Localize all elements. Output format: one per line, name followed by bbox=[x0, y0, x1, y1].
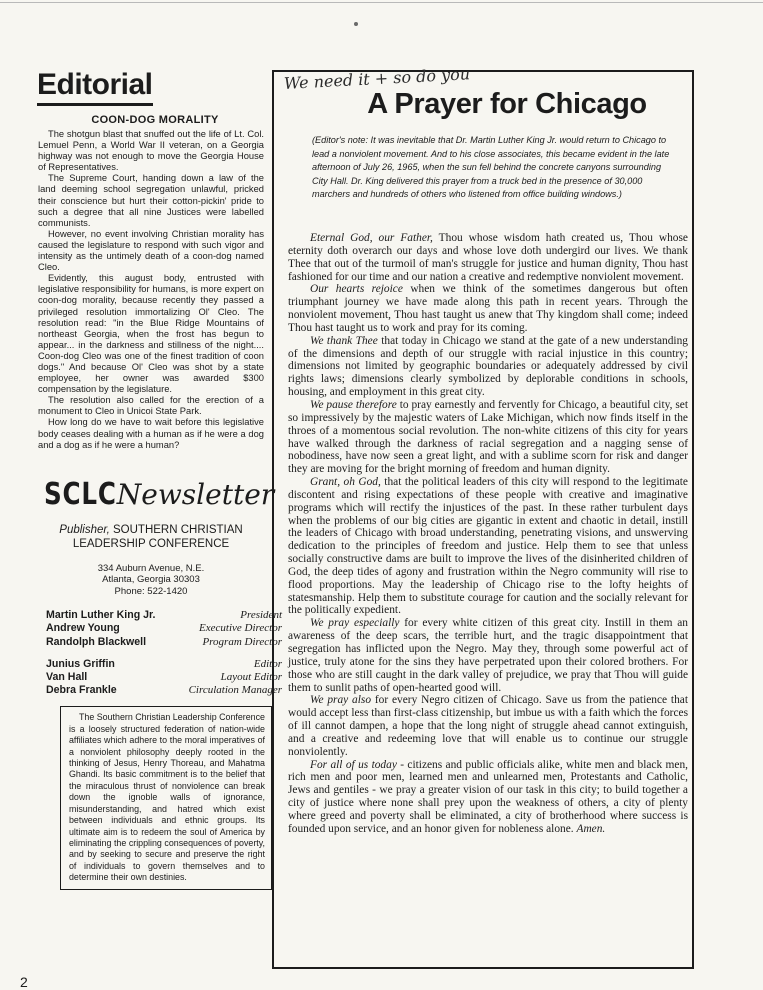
editorial-paragraph: The resolution also called for the erection of a monument to Cleo in Unicoi State Park. bbox=[38, 395, 264, 417]
staff-role: Editor bbox=[253, 657, 282, 670]
prayer-lead: For all of us today bbox=[310, 758, 397, 771]
prayer-lead: Eternal God, our Father, bbox=[310, 232, 433, 244]
prayer-text: for every white citizen of this great city. Instill in them an awareness of the deep scars, the terrible hurt, and the tragic disappointment that segregation has inflicted upon the Negro. May they, through some powerful act of justice, truly atone for the sins they have perpetrated upon their colored brothers. For those who are still caught in the dark valley of prejudice, we pray that Thou will guide them to sunlit paths of open-hearted good will. bbox=[288, 617, 688, 694]
staff-row bbox=[46, 671, 282, 684]
staff-group-editors bbox=[46, 658, 282, 698]
page-top-rule bbox=[0, 2, 763, 3]
prayer-paragraph bbox=[288, 759, 688, 836]
masthead-newsletter: Newsletter bbox=[116, 477, 275, 511]
prayer-text: to pray earnestly and fervently for Chicago, a beautiful city, set so impressively by the majestic waters of Lake Michigan, which now finds itself in the throes of a momentous social revolution. The non-white citizens of this city for years have walked through the darkness of racial segregation and a nagging sense of nobodiness, have now seen a great light, and with a sublime scorn for risk and danger they are moving for the bright morning of freedom and human dignity. bbox=[288, 398, 688, 476]
print-speck bbox=[354, 22, 358, 26]
editors-note: (Editor's note: It was inevitable that Dr. Martin Luther King Jr. would return to Chicago to lead a nonviolent movement. And to his close associates, this became evident in the late afternoon of July 26, 1965, when the sun fell behind the concrete canyons surrounding City Hall. Dr. King delivered this prayer from a truck bed in the presence of 30,000 marchers and hundreds of others who listened from office building windows.) bbox=[312, 135, 670, 199]
editorial-title: Editorial bbox=[37, 68, 153, 106]
staff-listing bbox=[46, 609, 282, 697]
staff-name: Junius Griffin bbox=[46, 657, 115, 670]
prayer-body bbox=[288, 232, 688, 836]
prayer-lead: Grant, oh God, bbox=[310, 476, 381, 489]
handwritten-note: We need it + so do you bbox=[283, 64, 471, 93]
prayer-paragraph bbox=[288, 232, 688, 283]
staff-role: Program Director bbox=[202, 635, 282, 648]
publisher-label: Publisher, bbox=[59, 523, 110, 536]
prayer-lead: We pray also bbox=[310, 694, 372, 707]
staff-role: Executive Director bbox=[199, 622, 282, 635]
page-number: 2 bbox=[20, 974, 28, 990]
editorial-paragraph: The Supreme Court, handing down a law of the land deeming school segregation unlawful, pricked their conscience but hurt their cotton-pickin' pride to such a degree that all nine Justices were labelled communists. bbox=[38, 173, 264, 228]
prayer-text: that the political leaders of this city will respond to the legitimate discontent and rising expectations of these people with creative and imaginative programs which will rectify the injustices of the past. In these rather turbulent days when the problems of our big cities are gigantic in extent and chaotic in detail, instill the leaders of Chicago with broad understanding, penetrating visions, and unswerving dedication to the principles of freedom and justice. Help them to see that unless socially constructive dams are built to improve the lives of the disinherited children of God, the deep tides of agony and frustration within the Negro community will rise to flood proportions. May the leadership of Chicago rise to the lofty heights of statesmanship. Help them to substitute courage for caution and the socially relevant for the politically expedient. bbox=[288, 476, 688, 617]
address-block bbox=[38, 563, 264, 598]
publisher-line bbox=[38, 523, 264, 551]
prayer-text: - citizens and public officials alike, white men and black men, rich men and poor men, learned men and unlearned men, Protestants and Catholic, Jews and gentiles - we pray a greater vision of our task in this city; to build together a city of justice where none shall prey upon the weakness of others, a city of plenty where greed and poverty shall be eliminated, a city of brotherhood where success is founded upon service, and an honor given for nobleness alone. bbox=[288, 758, 688, 835]
prayer-text: that today in Chicago we stand at the gate of a new understanding of the dimensions and depth of our struggle with racial injustice in this country; dimensions not limited by geographic boundaries or adequately addressed by civil rights laws; dimensions clearly symbolized by deplorable conditions in schools, housing, and employment in this great city. bbox=[288, 334, 688, 399]
prayer-lead: We pause therefore bbox=[310, 398, 397, 411]
staff-row bbox=[46, 609, 282, 622]
masthead-sclc: SCLC bbox=[44, 476, 117, 512]
prayer-paragraph bbox=[288, 399, 688, 476]
prayer-lead: Our hearts rejoice bbox=[310, 283, 403, 296]
prayer-lead: We pray especially bbox=[310, 617, 400, 630]
prayer-paragraph bbox=[288, 476, 688, 617]
editorial-paragraph: However, no event involving Christian morality has caused the legislature to respond with such vigor and intensity as the untimely death of a coon-dog named Cleo. bbox=[38, 228, 264, 273]
prayer-lead: We thank Thee bbox=[310, 334, 378, 347]
prayer-paragraph bbox=[288, 694, 688, 758]
prayer-paragraph bbox=[288, 335, 688, 399]
about-sclc-text: The Southern Christian Leadership Conference is a loosely structured federation of nation-wide affiliates which adhere to the moral imperatives of a nonviolent philosophy deeply rooted in the thinking of Jesus, Henry Thoreau, and Mahatma Ghandi. Its basic commitment is to the belief that the miraculous thrust of nonviolence can break down the ignoble walls of ignorance, misunderstanding, and hatred which exist between individuals and ethnic groups. Its ultimate aim is to redeem the soul of America by eliminating the crippling consequences of poverty, and by seeking to secure and preserve the right of individuals to govern themselves and to determine their own destinies. bbox=[69, 712, 265, 883]
prayer-amen: Amen. bbox=[576, 822, 606, 835]
address-street: 334 Auburn Avenue, N.E. bbox=[97, 562, 205, 574]
staff-role: Circulation Manager bbox=[188, 684, 282, 697]
about-sclc-box bbox=[60, 706, 272, 889]
editorial-heading: COON-DOG MORALITY bbox=[91, 114, 219, 126]
staff-name: Andrew Young bbox=[46, 622, 120, 635]
newsletter-masthead bbox=[44, 476, 275, 517]
prayer-paragraph bbox=[288, 283, 688, 334]
left-column bbox=[24, 68, 282, 890]
staff-role: President bbox=[240, 609, 282, 622]
staff-name: Randolph Blackwell bbox=[46, 635, 147, 648]
staff-name: Martin Luther King Jr. bbox=[46, 609, 156, 622]
staff-role: Layout Editor bbox=[220, 671, 282, 684]
publisher-name-2: LEADERSHIP CONFERENCE bbox=[72, 537, 230, 550]
address-phone: Phone: 522-1420 bbox=[114, 585, 188, 597]
staff-group-officers bbox=[46, 609, 282, 649]
prayer-article-box bbox=[272, 64, 694, 969]
editorial-paragraph: Evidently, this august body, entrusted with legislative responsibility for humans, is more expert on coon-dog morality, because recently they passed a privileged resolution immortalizing Ol' Cleo. The resolution read: "in the Blue Ridge Mountains of northeast Georgia, when the frost has begun to appear... in the darkness and stillness of the night.... Coon-dog Cleo was one of the finest tradition of coon dogs." And because Ol' Cleo was shot by a state employee, her owner was awarded $300 compensation by the legislature. bbox=[38, 273, 264, 395]
editorial-paragraph: How long do we have to wait before this legislative body ceases dealing with a human as if he were a dog and a dog as if he were a human? bbox=[38, 417, 264, 450]
staff-name: Debra Frankle bbox=[46, 684, 117, 697]
prayer-text: when we think of the sometimes dangerous but often triumphant journey we have made along this path in recent years. Through the nonviolent movement, Thou hast taught us anew that Thy kingdom shall come; indeed Thou hast taught us to work and pray for its coming. bbox=[288, 283, 688, 334]
staff-row bbox=[46, 658, 282, 671]
publisher-name: SOUTHERN CHRISTIAN bbox=[113, 523, 243, 536]
prayer-title: A Prayer for Chicago bbox=[367, 88, 647, 120]
staff-name: Van Hall bbox=[46, 671, 88, 684]
staff-row bbox=[46, 684, 282, 697]
staff-row bbox=[46, 622, 282, 635]
editorial-body bbox=[38, 129, 264, 451]
prayer-text: for every Negro citizen of Chicago. Save us from the patience that would accept less than first-class citizenship, but imbue us with a faith which the forces of ill cannot dampen, a hope that the long night of struggle ahead cannot extinguish, and a creative and redeeming love that will enable us to continue our struggle nonviolently. bbox=[288, 694, 689, 758]
editorial-paragraph: The shotgun blast that snuffed out the life of Lt. Col. Lemuel Penn, a World War II veteran, on a Georgia highway was not enough to move the Georgia House of Representatives. bbox=[38, 129, 264, 173]
prayer-text: Thou whose wisdom hath created us, Thou whose eternity doth overarch our days and whose love doth undergird our lives. We thank Thee that out of the turmoil of man's struggle for justice and human dignity, Thou hast fashioned for our time and our nation a creative and redemptive nonviolent movement. bbox=[288, 232, 688, 283]
prayer-paragraph bbox=[288, 617, 688, 694]
staff-row bbox=[46, 636, 282, 649]
address-city: Atlanta, Georgia 30303 bbox=[102, 574, 200, 586]
